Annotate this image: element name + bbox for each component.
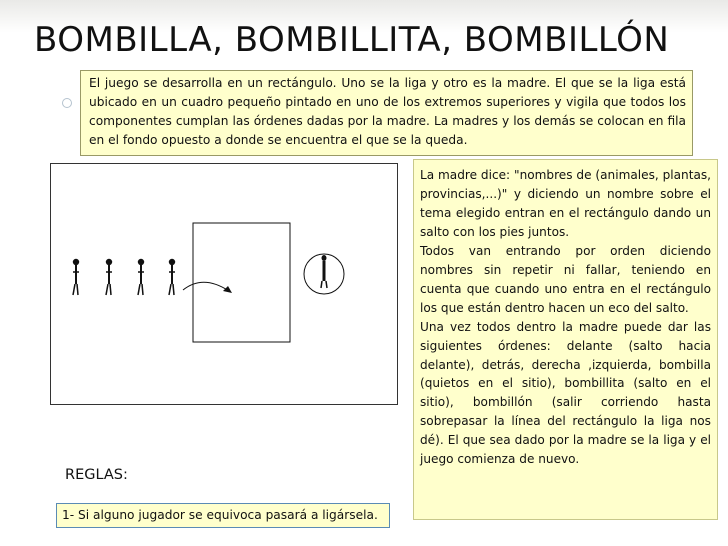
- players-line: [73, 260, 175, 295]
- instruction-paragraph: Una vez todos dentro la madre puede dar las siguientes órdenes: delante (salto hacia delante), detrás, derecha ,izquierda, bombilla (quietos en el sitio), bombillita (salto en el sitio), bombillón (salir corriendo hasta sobrepasar la línea del rectángulo la liga nos dé). El que sea dado por la madre se la liga y el juego comienza de nuevo.: [420, 319, 711, 467]
- arrow-head: [223, 286, 232, 293]
- intro-text-box: El juego se desarrolla en un rectángulo. Uno se la liga y otro es la madre. El que se la liga está ubicado en un cuadro pequeño pintado en uno de los extremos superiores y vigila que todos los componentes cumplan las órdenes dadas por la madre. La madres y los demás se colocan en fila en el fondo opuesto a donde se encuentra el que se la queda.: [80, 70, 693, 156]
- game-field-diagram: [50, 163, 398, 405]
- bullet-circle-icon: [62, 98, 72, 108]
- entry-arrow: [183, 282, 229, 291]
- player-figure-1: [73, 260, 79, 295]
- player-figure-3: [138, 260, 144, 295]
- rule-1-box: 1- Si alguno jugador se equivoca pasará a ligársela.: [56, 503, 390, 528]
- player-figure-4: [169, 260, 175, 295]
- instruction-paragraph: La madre dice: "nombres de (animales, plantas, provincias,...)" y diciendo un nombre sobre el tema elegido entran en el rectángulo dando un salto con los pies juntos.: [420, 168, 711, 239]
- slide-title: BOMBILLA, BOMBILLITA, BOMBILLÓN: [34, 20, 670, 60]
- instruction-paragraph: Todos van entrando por orden diciendo nombres sin repetir ni fallar, teniendo en cuenta que cuando uno entra en el rectángulo los que están dentro hacen un eco del salto.: [420, 243, 711, 315]
- rules-heading: REGLAS:: [65, 467, 128, 483]
- game-field-drawing: [51, 164, 399, 406]
- catcher-figure: [304, 254, 344, 294]
- player-figure-2: [106, 260, 112, 295]
- instructions-box: [413, 159, 718, 520]
